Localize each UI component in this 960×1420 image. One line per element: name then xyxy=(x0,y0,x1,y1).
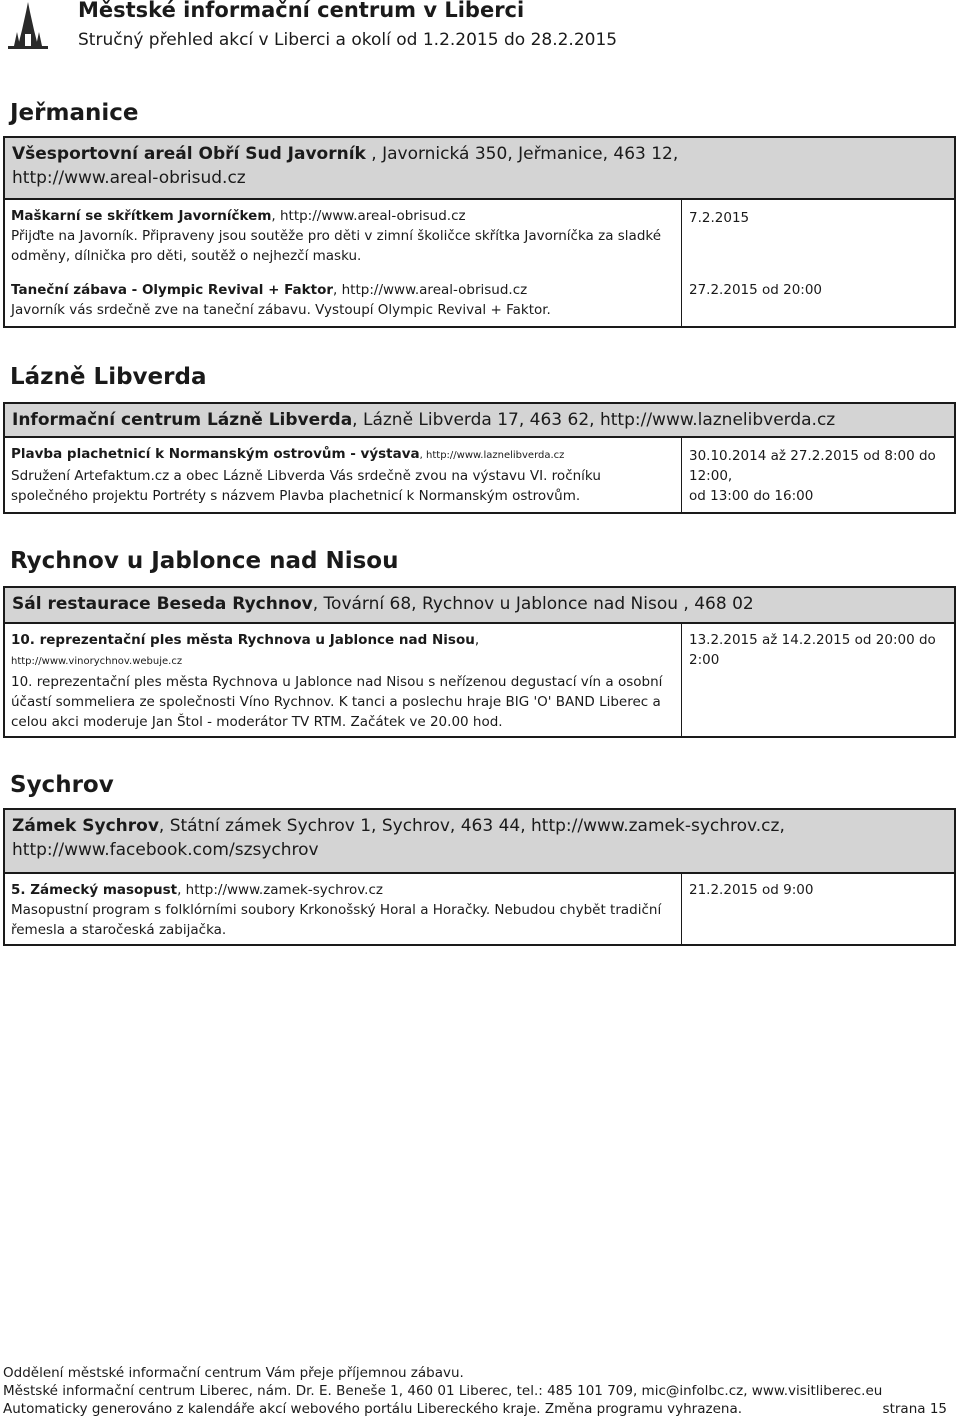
venue-box xyxy=(3,136,956,200)
event-url[interactable]: , http://www.zamek-sychrov.cz xyxy=(177,882,383,898)
event-description: 10. reprezentační ples města Rychnova u Jablonce nad Nisou s neřízenou degustací vín a osobní účastí sommeliera ze společnosti Víno Rychnov. K tanci a poslechu hraje BIG 'O' BAND Liberec a celou akci moderuje Jan Štol - moderátor TV RTM. Začátek ve 20.00 hod. xyxy=(11,674,663,730)
column-divider xyxy=(681,438,682,512)
section-title-lazne-libverda: Lázně Libverda xyxy=(10,364,207,390)
event-name: Maškarní se skřítkem Javorníčkem xyxy=(11,208,272,224)
event-date: 7.2.2015 xyxy=(689,210,750,226)
venue-address: , Tovární 68, Rychnov u Jablonce nad Nisou , 468 02 xyxy=(312,594,754,614)
event-item xyxy=(11,280,671,320)
venue-box xyxy=(3,402,956,438)
event-name: 5. Zámecký masopust xyxy=(11,882,178,898)
event-item xyxy=(11,630,671,732)
events-box xyxy=(3,624,956,738)
event-date: 21.2.2015 od 9:00 xyxy=(689,882,814,898)
event-date: 27.2.2015 od 20:00 xyxy=(689,282,823,298)
venue-address: , Lázně Libverda 17, 463 62, http://www.laznelibverda.cz xyxy=(352,410,836,430)
event-comma: , xyxy=(474,632,480,648)
page-subtitle: Stručný přehled akcí v Liberci a okolí od 1.2.2015 do 28.2.2015 xyxy=(78,30,618,50)
page-footer xyxy=(3,1364,953,1418)
column-divider xyxy=(681,624,682,736)
venue-name: Všesportovní areál Obří Sud Javorník xyxy=(12,144,366,164)
event-url[interactable]: , http://www.laznelibverda.cz xyxy=(419,450,565,461)
section-title-jermanice: Jeřmanice xyxy=(10,100,139,126)
section-title-sychrov: Sychrov xyxy=(10,772,114,798)
events-box xyxy=(3,874,956,946)
events-box xyxy=(3,438,956,514)
column-divider xyxy=(681,874,682,944)
section-title-rychnov: Rychnov u Jablonce nad Nisou xyxy=(10,548,399,574)
event-item xyxy=(11,880,671,940)
venue-url[interactable]: http://www.areal-obrisud.cz xyxy=(12,168,246,188)
venue-url[interactable]: http://www.facebook.com/szsychrov xyxy=(12,840,319,860)
page-header xyxy=(0,0,960,60)
venue-box xyxy=(3,586,956,624)
liberec-town-hall-logo-icon xyxy=(8,2,48,52)
venue-name: Informační centrum Lázně Libverda xyxy=(12,410,353,430)
event-date-line: 30.10.2014 až 27.2.2015 od 8:00 do 12:00, xyxy=(689,448,936,484)
page-number: strana 15 xyxy=(882,1401,947,1417)
event-url[interactable]: http://www.vinorychnov.webuje.cz xyxy=(11,656,183,667)
venue-address: , Státní zámek Sychrov 1, Sychrov, 463 44, http://www.zamek-sychrov.cz, xyxy=(158,816,785,836)
event-description: Přijďte na Javorník. Připraveny jsou soutěže pro děti v zimní školičce skřítka Javorníčka za sladké odměny, dílnička pro děti, soutěž o nejhezčí masku. xyxy=(11,228,662,264)
event-name: 10. reprezentační ples města Rychnova u Jablonce nad Nisou xyxy=(11,632,475,648)
footer-greeting: Oddělení městské informační centrum Vám přeje příjemnou zábavu. xyxy=(3,1365,464,1381)
event-item xyxy=(11,206,671,266)
events-box xyxy=(3,200,956,328)
footer-note: Automaticky generováno z kalendáře akcí webového portálu Libereckého kraje. Změna programu vyhrazena. xyxy=(3,1401,743,1417)
event-item xyxy=(11,444,671,506)
venue-name: Zámek Sychrov xyxy=(12,816,159,836)
footer-contact: Městské informační centrum Liberec, nám. Dr. E. Beneše 1, 460 01 Liberec, tel.: 485 101 709, mic@infolbc.cz, www.visitliberec.eu xyxy=(3,1383,883,1399)
event-name: Taneční zábava - Olympic Revival + Faktor xyxy=(11,282,334,298)
event-url[interactable]: , http://www.areal-obrisud.cz xyxy=(333,282,528,298)
venue-address: , Javornická 350, Jeřmanice, 463 12, xyxy=(365,144,679,164)
venue-box xyxy=(3,808,956,874)
page-title: Městské informační centrum v Liberci xyxy=(78,0,525,22)
event-date: 13.2.2015 až 14.2.2015 od 20:00 do 2:00 xyxy=(689,632,936,668)
event-name: Plavba plachetnicí k Normanským ostrovům - výstava xyxy=(11,446,420,462)
event-date-line: od 13:00 do 16:00 xyxy=(689,488,814,504)
event-description: Sdružení Artefaktum.cz a obec Lázně Libverda Vás srdečně zvou na výstavu VI. ročníku společného projektu Portréty s názvem Plavba plachetnicí k Normanským ostrovům. xyxy=(11,468,601,504)
event-description: Masopustní program s folklórními soubory Krkonošský Horal a Horačky. Nebudou chybět tradiční řemesla a staročeská zabijačka. xyxy=(11,902,662,938)
event-date xyxy=(689,446,951,506)
column-divider xyxy=(681,200,682,326)
event-url[interactable]: , http://www.areal-obrisud.cz xyxy=(271,208,466,224)
venue-name: Sál restaurace Beseda Rychnov xyxy=(12,594,313,614)
event-description: Javorník vás srdečně zve na taneční zábavu. Vystoupí Olympic Revival + Faktor. xyxy=(11,302,551,318)
